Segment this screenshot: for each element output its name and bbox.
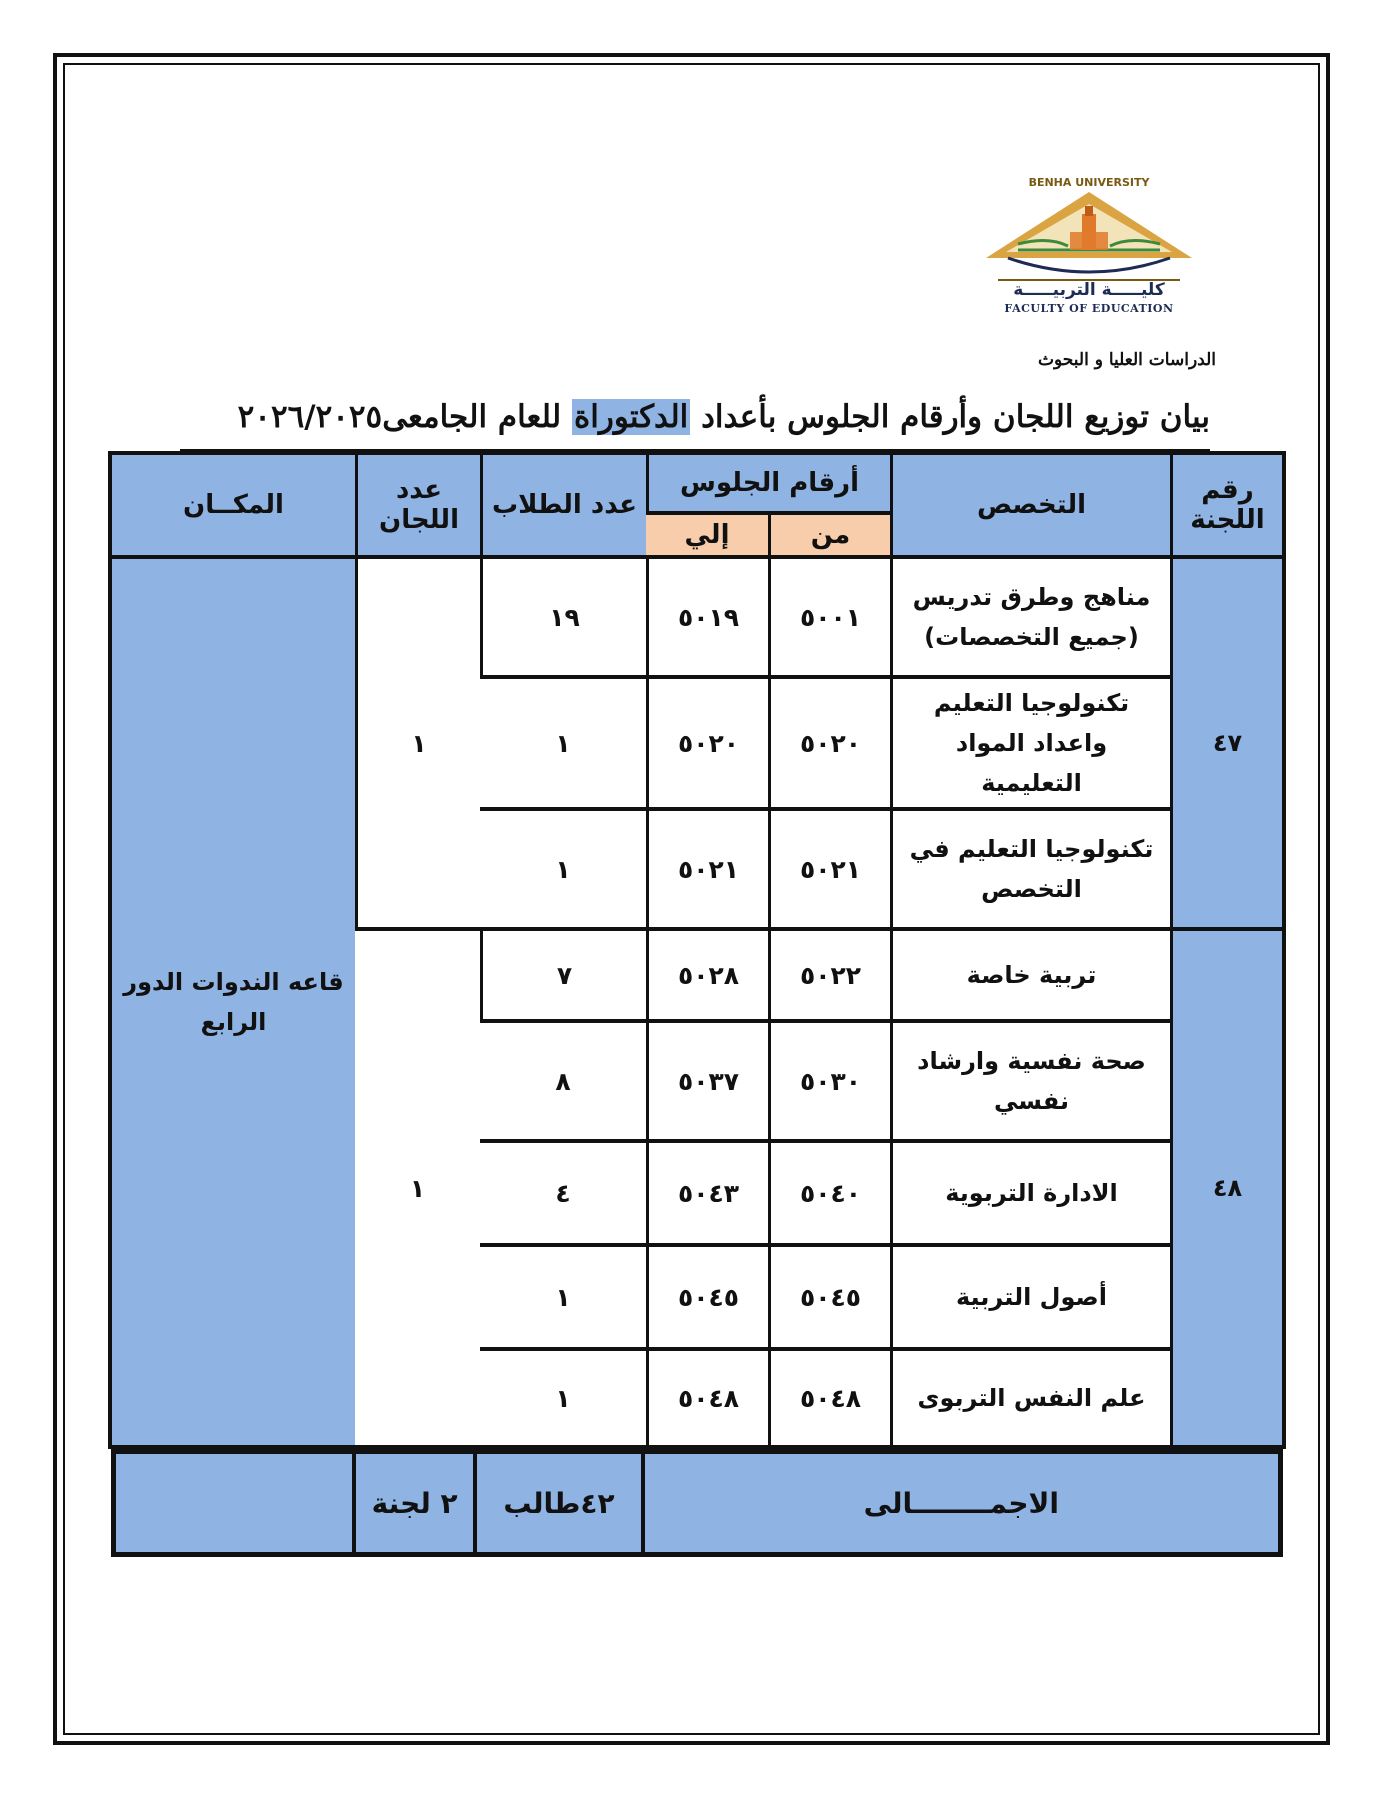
committees-count-cell: ١ — [355, 555, 480, 927]
logo-faculty-arabic: كليـــــة التربيـــــة — [1013, 280, 1165, 300]
specialization-cell: أصول التربية — [890, 1243, 1170, 1347]
students-count-cell: ١ — [480, 807, 646, 927]
committees-count-cell: ١ — [355, 927, 480, 1445]
seat-to-cell: ٥٠٢١ — [646, 807, 768, 927]
header-committees-count: عدد اللجان — [355, 455, 480, 555]
committees-table — [108, 451, 1286, 1449]
seat-from-cell: ٥٠٠١ — [768, 555, 890, 675]
specialization-cell: مناهج وطرق تدريس (جميع التخصصات) — [890, 555, 1170, 675]
header-committee-number: رقم اللجنة — [1170, 455, 1282, 555]
header-students-count: عدد الطلاب — [480, 455, 646, 555]
students-count-cell: ٤ — [480, 1139, 646, 1243]
seat-to-cell: ٥٠٤٣ — [646, 1139, 768, 1243]
total-committees: ٢ لجنة — [352, 1454, 473, 1552]
committee-number-cell: ٤٨ — [1170, 927, 1282, 1445]
table-row — [112, 555, 1282, 675]
seat-from-cell: ٥٠٣٠ — [768, 1019, 890, 1139]
seat-to-cell: ٥٠٣٧ — [646, 1019, 768, 1139]
seat-from-cell: ٥٠٤٥ — [768, 1243, 890, 1347]
logo-university-name: BENHA UNIVERSITY — [1028, 176, 1150, 189]
total-label: الاجمــــــــالى — [641, 1454, 1278, 1552]
header-location: المكــان — [112, 455, 355, 555]
title-part-1: بيان توزيع اللجان وأرقام الجلوس بأعداد — [690, 399, 1210, 435]
total-students: ٤٢طالب — [473, 1454, 640, 1552]
seat-to-cell: ٥٠٤٨ — [646, 1347, 768, 1445]
department-label: الدراسات العليا و البحوث — [1038, 350, 1216, 370]
students-count-cell: ٧ — [480, 927, 646, 1019]
title-part-2: للعام الجامعى٢٠٢٦/٢٠٢٥ — [237, 399, 572, 435]
logo-faculty-english: FACULTY OF EDUCATION — [1004, 302, 1174, 315]
specialization-cell: تكنولوجيا التعليم في التخصص — [890, 807, 1170, 927]
seat-from-cell: ٥٠٢٢ — [768, 927, 890, 1019]
seat-to-cell: ٥٠١٩ — [646, 555, 768, 675]
students-count-cell: ٨ — [480, 1019, 646, 1139]
students-count-cell: ١ — [480, 1243, 646, 1347]
specialization-cell: تكنولوجيا التعليم واعداد المواد التعليمية — [890, 675, 1170, 807]
seat-to-cell: ٥٠٢٠ — [646, 675, 768, 807]
seat-from-cell: ٥٠٢٠ — [768, 675, 890, 807]
seat-from-cell: ٥٠٢١ — [768, 807, 890, 927]
students-count-cell: ١٩ — [480, 555, 646, 675]
total-location — [116, 1454, 352, 1552]
specialization-cell: الادارة التربوية — [890, 1139, 1170, 1243]
seat-to-cell: ٥٠٤٥ — [646, 1243, 768, 1347]
header-seat-to: إلي — [646, 511, 768, 555]
location-cell: قاعه الندوات الدور الرابع — [112, 555, 355, 1445]
seat-from-cell: ٥٠٤٨ — [768, 1347, 890, 1445]
title-highlight: الدكتوراة — [574, 399, 689, 435]
students-count-cell: ١ — [480, 1347, 646, 1445]
specialization-cell: تربية خاصة — [890, 927, 1170, 1019]
seat-from-cell: ٥٠٤٠ — [768, 1139, 890, 1243]
specialization-cell: علم النفس التربوى — [890, 1347, 1170, 1445]
header-seat-from: من — [768, 511, 890, 555]
specialization-cell: صحة نفسية وارشاد نفسي — [890, 1019, 1170, 1139]
header-seat-numbers: أرقام الجلوس — [646, 455, 890, 511]
committee-number-cell: ٤٧ — [1170, 555, 1282, 927]
seat-to-cell: ٥٠٢٨ — [646, 927, 768, 1019]
header-specialization: التخصص — [890, 455, 1170, 555]
students-count-cell: ١ — [480, 675, 646, 807]
totals-table — [111, 1449, 1283, 1557]
page-title — [180, 385, 1210, 452]
